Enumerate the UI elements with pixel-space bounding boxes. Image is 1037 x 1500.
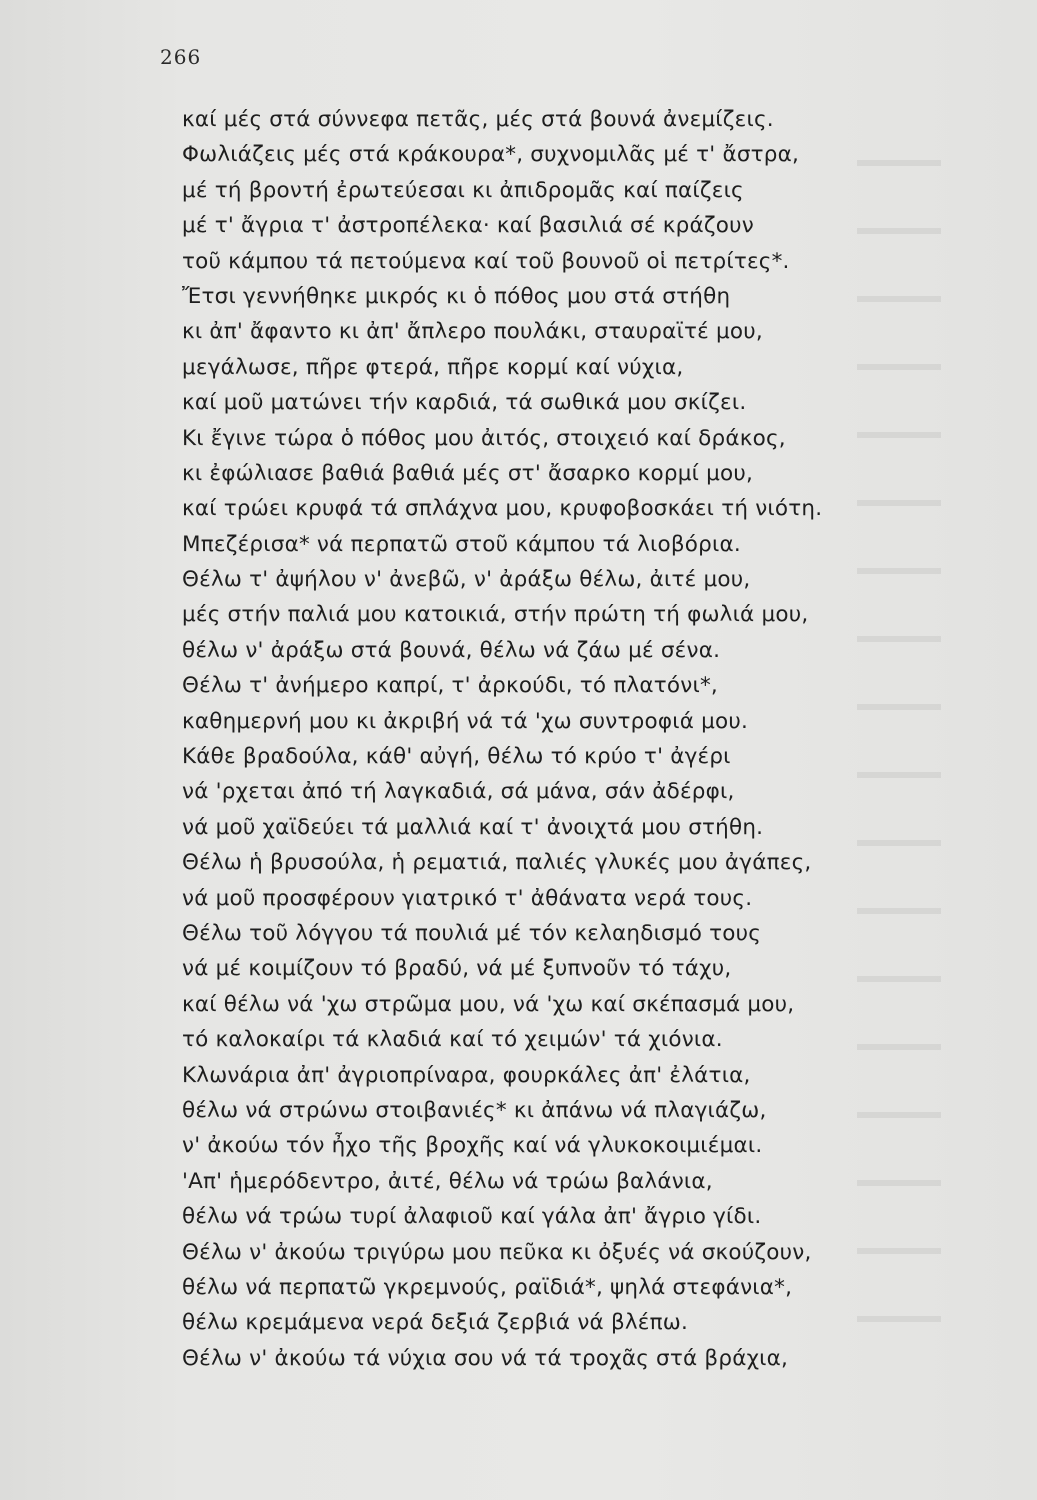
poem-line: κι ἀπ' ἄφαντο κι ἀπ' ἄπλερο πουλάκι, σταυραϊτέ μου, xyxy=(182,319,763,345)
poem-line: Θέλω ἡ βρυσούλα, ἡ ρεματιά, παλιές γλυκές μου ἀγάπες, xyxy=(182,850,812,876)
poem-line: καί μές στά σύννεφα πετᾶς, μές στά βουνά ἀνεμίζεις. xyxy=(182,107,774,132)
poem-line: καί τρώει κρυφά τά σπλάχνα μου, κρυφοβοσκάει τή νιότη. xyxy=(182,496,823,522)
poem-line: μέ τή βροντή ἐρωτεύεσαι κι ἀπιδρομᾶς καί παίζεις xyxy=(182,177,744,203)
page-number: 266 xyxy=(160,45,202,69)
poem-line: καθημερνή μου κι ἀκριβή νά τά 'χω συντροφιά μου. xyxy=(182,708,749,734)
poem-line: τοῦ κάμπου τά πετούμενα καί τοῦ βουνοῦ οἱ πετρίτες*. xyxy=(182,248,790,274)
poem-line: καί μοῦ ματώνει τήν καρδιά, τά σωθικά μου σκίζει. xyxy=(182,390,747,416)
poem-line: καί θέλω νά 'χω στρῶμα μου, νά 'χω καί σκέπασμά μου, xyxy=(182,991,795,1017)
poem-line: Θέλω τ' ἀψήλου ν' ἀνεβῶ, ν' ἀράξω θέλω, ἀιτέ μου, xyxy=(182,567,751,593)
poem-line: θέλω ν' ἀράξω στά βουνά, θέλω νά ζάω μέ σένα. xyxy=(182,637,721,663)
poem-line: θέλω νά τρώω τυρί ἀλαφιοῦ καί γάλα ἀπ' ἄγριο γίδι. xyxy=(182,1204,762,1230)
poem-line: θέλω νά στρώνω στοιβανιές* κι ἀπάνω νά πλαγιάζω, xyxy=(182,1097,767,1123)
poem-line: μές στήν παλιά μου κατοικιά, στήν πρώτη τή φωλιά μου, xyxy=(182,602,809,628)
poem-line: Κι ἔγινε τώρα ὁ πόθος μου ἀιτός, στοιχειό καί δράκος, xyxy=(182,425,786,451)
poem-line: ν' ἀκούω τόν ἦχο τῆς βροχῆς καί νά γλυκοκοιμιέμαι. xyxy=(182,1133,763,1159)
poem-line: κι ἐφώλιασε βαθιά βαθιά μές στ' ἄσαρκο κορμί μου, xyxy=(182,460,754,486)
poem-line: Κάθε βραδούλα, κάθ' αὐγή, θέλω τό κρύο τ' ἀγέρι xyxy=(182,744,731,770)
poem-line: Θέλω τοῦ λόγγου τά πουλιά μέ τόν κελαηδισμό τους xyxy=(182,920,762,946)
poem-line: νά μοῦ χαϊδεύει τά μαλλιά καί τ' ἀνοιχτά μου στήθη. xyxy=(182,814,764,840)
poem-line: Θέλω ν' ἀκούω τά νύχια σου νά τά τροχᾶς στά βράχια, xyxy=(182,1345,789,1371)
poem-line: Θέλω τ' ἀνήμερο καπρί, τ' ἀρκούδι, τό πλατόνι*, xyxy=(182,673,718,699)
poem-line: θέλω κρεμάμενα νερά δεξιά ζερβιά νά βλέπω. xyxy=(182,1310,689,1336)
poem-line: θέλω νά περπατῶ γκρεμνούς, ραϊδιά*, ψηλά στεφάνια*, xyxy=(182,1274,793,1300)
poem-text xyxy=(182,102,972,1376)
poem-line: μέ τ' ἄγρια τ' ἀστροπέλεκα· καί βασιλιά σέ κράζουν xyxy=(182,213,754,239)
poem-line: Μπεζέρισα* νά περπατῶ στοῦ κάμπου τά λιοβόρια. xyxy=(182,531,741,557)
poem-line: Φωλιάζεις μές στά κράκουρα*, συχνομιλᾶς μέ τ' ἄστρα, xyxy=(182,142,800,168)
poem-line: νά μοῦ προσφέρουν γιατρικό τ' ἀθάνατα νερά τους. xyxy=(182,885,753,911)
poem-line: μεγάλωσε, πῆρε φτερά, πῆρε κορμί καί νύχια, xyxy=(182,354,684,380)
poem-line: Ἔτσι γεννήθηκε μικρός κι ὁ πόθος μου στά στήθη xyxy=(182,283,731,309)
poem-line: νά μέ κοιμίζουν τό βραδύ, νά μέ ξυπνοῦν τό τάχυ, xyxy=(182,956,732,982)
poem-line: Κλωνάρια ἀπ' ἀγριοπρίναρα, φουρκάλες ἀπ' ἐλάτια, xyxy=(182,1062,751,1088)
poem-line: Θέλω ν' ἀκούω τριγύρω μου πεῦκα κι ὀξυές νά σκούζουν, xyxy=(182,1239,812,1265)
poem-line: νά 'ρχεται ἀπό τή λαγκαδιά, σά μάνα, σάν ἀδέρφι, xyxy=(182,779,735,805)
poem-line: τό καλοκαίρι τά κλαδιά καί τό χειμών' τά χιόνια. xyxy=(182,1027,723,1053)
poem-line: 'Απ' ἡμερόδεντρο, ἀιτέ, θέλω νά τρώω βαλάνια, xyxy=(182,1168,713,1194)
